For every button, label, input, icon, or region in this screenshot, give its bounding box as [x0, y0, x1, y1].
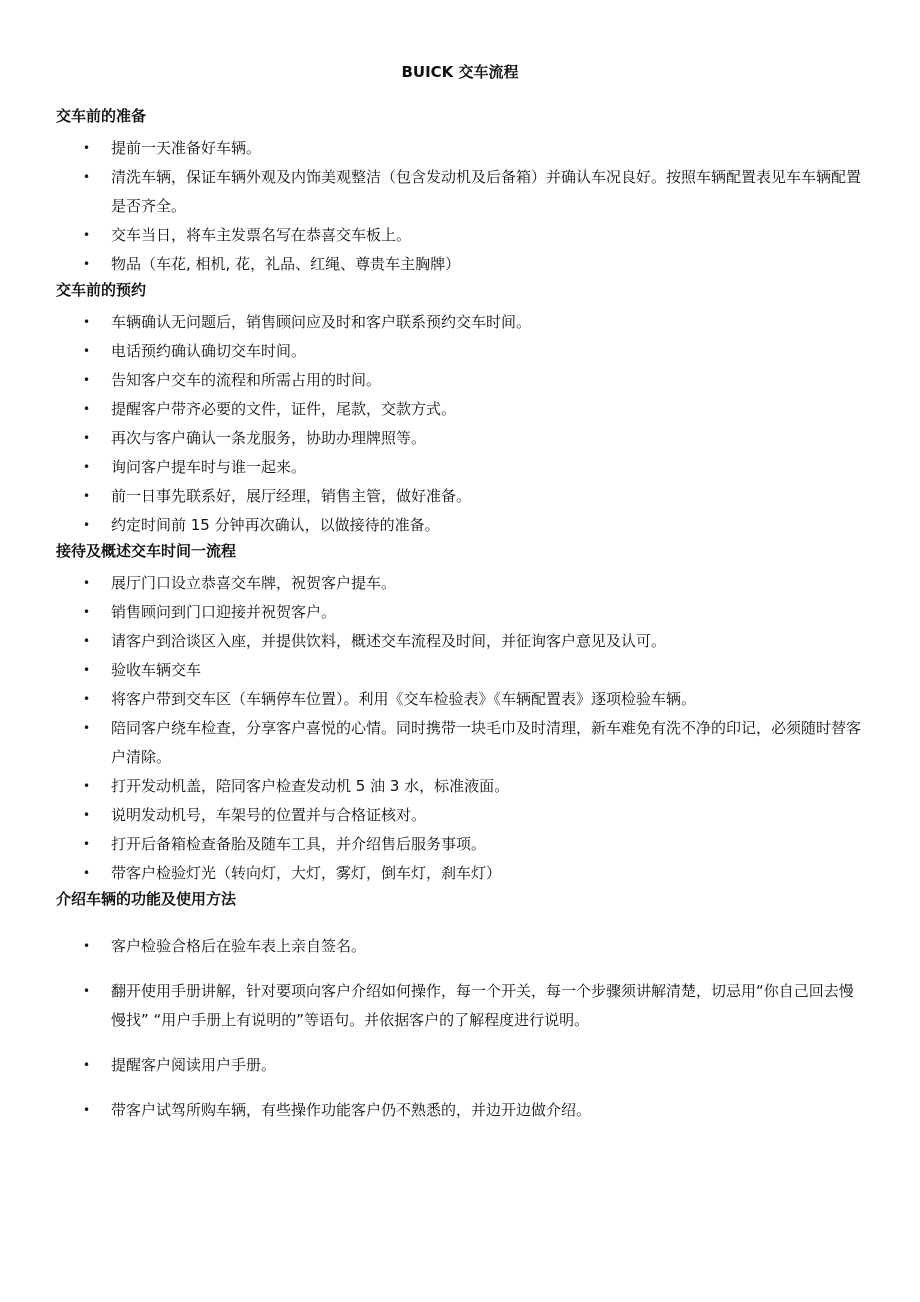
bullet-icon: •: [83, 489, 91, 503]
list-item: [56, 932, 866, 961]
bullet-icon: •: [83, 373, 91, 387]
list-item-text: 展厅门口设立恭喜交车牌，祝贺客户提车。: [111, 574, 397, 592]
list-item-text: 前一日事先联系好，展厅经理，销售主管，做好准备。: [111, 487, 472, 505]
list-item-text: 提醒客户阅读用户手册。: [111, 1056, 277, 1074]
bullet-list: [56, 308, 866, 540]
list-item: [56, 977, 866, 1035]
section-heading: 交车前的准备: [56, 107, 147, 125]
sections-container: [56, 105, 866, 1141]
bullet-icon: •: [83, 228, 91, 242]
list-item-text: 询问客户提车时与谁一起来。: [111, 458, 307, 476]
section-reception: [56, 540, 866, 888]
bullet-icon: •: [83, 663, 91, 677]
bullet-icon: •: [83, 721, 91, 735]
list-item-text: 陪同客户绕车检查，分享客户喜悦的心情。同时携带一块毛巾及时清理，新车难免有洗不净的印记，必须随时替客户清除。: [111, 719, 862, 766]
list-item: [56, 163, 866, 221]
list-item: [56, 714, 866, 772]
list-item: [56, 395, 866, 424]
list-item-text: 再次与客户确认一条龙服务，协助办理牌照等。: [111, 429, 427, 447]
bullet-icon: •: [83, 431, 91, 445]
bullet-icon: •: [83, 518, 91, 532]
list-item: [56, 1051, 866, 1080]
bullet-icon: •: [83, 866, 91, 880]
bullet-icon: •: [83, 315, 91, 329]
list-item: [56, 830, 866, 859]
bullet-list: [56, 134, 866, 279]
section-heading: 交车前的预约: [56, 281, 147, 299]
list-item: [56, 598, 866, 627]
list-item-text: 物品（车花, 相机, 花，礼品、红绳、尊贵车主胸牌）: [111, 255, 461, 273]
list-item-text: 交车当日，将车主发票名写在恭喜交车板上。: [111, 226, 412, 244]
bullet-icon: •: [83, 808, 91, 822]
section-heading: 接待及概述交车时间一流程: [56, 542, 237, 560]
list-item: [56, 337, 866, 366]
list-item-text: 告知客户交车的流程和所需占用的时间。: [111, 371, 382, 389]
list-item: [56, 685, 866, 714]
section-appointment: [56, 279, 866, 540]
bullet-list: [56, 569, 866, 888]
section-heading: 介绍车辆的功能及使用方法: [56, 890, 237, 908]
bullet-icon: •: [83, 605, 91, 619]
list-item-text: 带客户试驾所购车辆，有些操作功能客户仍不熟悉的，并边开边做介绍。: [111, 1101, 592, 1119]
bullet-icon: •: [83, 1058, 91, 1072]
list-item: [56, 859, 866, 888]
list-item: [56, 569, 866, 598]
list-item: [56, 482, 866, 511]
bullet-icon: •: [83, 939, 91, 953]
list-item-text: 车辆确认无问题后，销售顾问应及时和客户联系预约交车时间。: [111, 313, 532, 331]
list-item: [56, 134, 866, 163]
bullet-icon: •: [83, 692, 91, 706]
list-item-text: 打开发动机盖，陪同客户检查发动机 5 油 3 水，标准液面。: [111, 777, 510, 795]
bullet-icon: •: [83, 257, 91, 271]
list-item-text: 约定时间前 15 分钟再次确认，以做接待的准备。: [111, 516, 440, 534]
list-item: [56, 308, 866, 337]
list-item-text: 清洗车辆，保证车辆外观及内饰美观整洁（包含发动机及后备箱）并确认车况良好。按照车辆配置表见车车辆配置是否齐全。: [111, 168, 862, 215]
list-item: [56, 656, 866, 685]
section-prep: [56, 105, 866, 279]
bullet-icon: •: [83, 576, 91, 590]
list-item-text: 验收车辆交车: [111, 661, 202, 679]
list-item: [56, 1096, 866, 1125]
list-item-text: 带客户检验灯光（转向灯，大灯，雾灯，倒车灯，刹车灯）: [111, 864, 502, 882]
list-item: [56, 801, 866, 830]
bullet-icon: •: [83, 141, 91, 155]
bullet-icon: •: [83, 779, 91, 793]
document-title: BUICK 交车流程: [401, 63, 519, 81]
list-item: [56, 366, 866, 395]
bullet-icon: •: [83, 837, 91, 851]
list-item: [56, 772, 866, 801]
section-features: [56, 888, 866, 1125]
list-item: [56, 221, 866, 250]
list-item: [56, 627, 866, 656]
bullet-icon: •: [83, 402, 91, 416]
list-item: [56, 250, 866, 279]
list-item-text: 电话预约确认确切交车时间。: [111, 342, 307, 360]
list-item: [56, 424, 866, 453]
list-item: [56, 511, 866, 540]
bullet-icon: •: [83, 984, 91, 998]
bullet-icon: •: [83, 1103, 91, 1117]
bullet-list: [56, 932, 866, 1125]
list-item: [56, 453, 866, 482]
list-item-text: 提前一天准备好车辆。: [111, 139, 262, 157]
bullet-icon: •: [83, 170, 91, 184]
list-item-text: 提醒客户带齐必要的文件，证件，尾款，交款方式。: [111, 400, 457, 418]
list-item-text: 请客户到洽谈区入座，并提供饮料，概述交车流程及时间，并征询客户意见及认可。: [111, 632, 667, 650]
list-item-text: 销售顾问到门口迎接并祝贺客户。: [111, 603, 337, 621]
list-item-text: 将客户带到交车区（车辆停车位置）。利用《交车检验表》《车辆配置表》逐项检验车辆。: [111, 690, 697, 708]
list-item-text: 客户检验合格后在验车表上亲自签名。: [111, 937, 367, 955]
bullet-icon: •: [83, 634, 91, 648]
bullet-icon: •: [83, 344, 91, 358]
bullet-icon: •: [83, 460, 91, 474]
list-item-text: 说明发动机号，车架号的位置并与合格证核对。: [111, 806, 427, 824]
list-item-text: 打开后备箱检查备胎及随车工具，并介绍售后服务事项。: [111, 835, 487, 853]
list-item-text: 翻开使用手册讲解，针对要项向客户介绍如何操作，每一个开关，每一个步骤须讲解清楚，切忌用“你自己回去慢慢找” “用户手册上有说明的”等语句。并依据客户的了解程度进行说明。: [111, 982, 854, 1029]
